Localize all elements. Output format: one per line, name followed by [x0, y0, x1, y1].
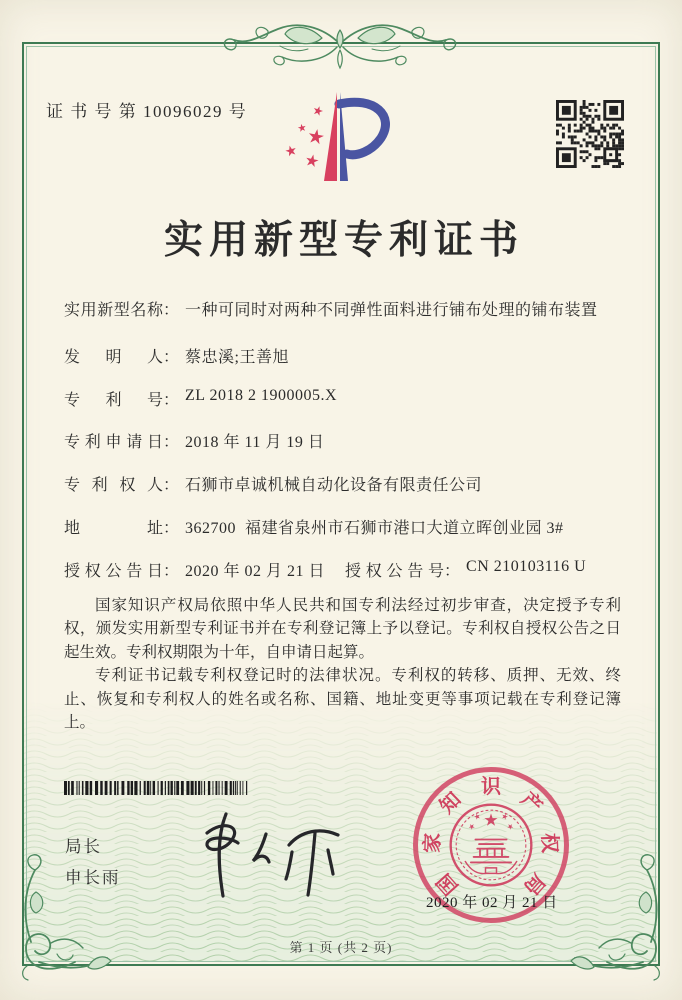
field-patentee: 专利权人： 石狮市卓诚机械自动化设备有限责任公司: [64, 472, 482, 495]
field-label: 地址: [64, 520, 163, 537]
signature-shen-changyu: [186, 802, 364, 906]
field-utility-model-name: 实用新型名称： 一种可同时对两种不同弹性面料进行铺布处理的铺布装置: [64, 297, 598, 320]
logo-stars: [284, 105, 324, 168]
officer-name: 申长雨: [65, 868, 121, 887]
field-label: 授权公告日: [64, 563, 163, 580]
seal-date: 2020 年 02 月 21 日: [426, 895, 558, 911]
field-label: 专利申请日: [64, 434, 163, 451]
cnipa-logo-icon: [279, 84, 401, 186]
field-value: 蔡忠溪;王善旭: [185, 349, 289, 366]
field-grant-date: 授权公告日： 2020 年 02 月 21 日: [64, 558, 325, 575]
field-value: CN 210103116 U: [466, 558, 587, 575]
national-emblem-icon: [447, 801, 535, 889]
field-filing-date: 专利申请日： 2018 年 11 月 19 日: [64, 429, 324, 452]
legal-body-text: [64, 594, 621, 734]
field-label: 发明人: [64, 349, 163, 366]
logo-p-bowl: [339, 102, 385, 155]
field-patent-number: 专利号： ZL 2018 2 1900005.X: [64, 387, 338, 409]
field-inventor: 发明人： 蔡忠溪;王善旭: [64, 344, 289, 367]
seal-char: 权: [538, 832, 561, 854]
seal-char: 知: [435, 788, 466, 818]
top-scroll-ornament: [222, 16, 458, 76]
legal-paragraph-grant: 国家知识产权局依照中华人民共和国专利法经过初步审查，决定授予专利权，颁发实用新型专利证书并在专利登记簿上予以登记。专利权自授权公告之日起生效。专利权期限为十年，自申请日起算。: [64, 597, 621, 661]
field-label: 授权公告号: [345, 563, 444, 580]
seal-char: 识: [481, 775, 501, 798]
field-grant-number: 授权公告号： CN 210103116 U: [345, 558, 587, 580]
field-value: ZL 2018 2 1900005.X: [185, 387, 338, 404]
field-label: 实用新型名称: [64, 302, 163, 319]
field-value: 石狮市卓诚机械自动化设备有限责任公司: [185, 477, 483, 494]
field-label: 专利权人: [64, 477, 163, 494]
field-value: 一种可同时对两种不同弹性面料进行铺布处理的铺布装置: [185, 302, 598, 319]
seal-char: 局: [519, 869, 550, 899]
field-address: 地址： 362700 福建省泉州市石狮市港口大道立晖创业园 3#: [64, 515, 564, 538]
page-number: 第 1 页 (共 2 页): [289, 940, 393, 955]
qr-code: [556, 100, 624, 168]
field-value: 2018 年 11 月 19 日: [185, 434, 325, 451]
field-value: 2020 年 02 月 21 日: [185, 563, 326, 580]
seal-char: 国: [432, 869, 463, 899]
legal-paragraph-register: 专利证书记载专利权登记时的法律状况。专利权的转移、质押、无效、终止、恢复和专利权人的姓名或名称、国籍、地址变更等事项记载在专利登记簿上。: [64, 667, 621, 732]
field-value: 362700 福建省泉州市石狮市港口大道立晖创业园 3#: [185, 520, 564, 537]
certificate-number: 证 书 号 第 10096029 号: [46, 102, 248, 121]
corner-flourish-bottom-right: [567, 846, 677, 984]
field-grant-row: [64, 558, 621, 581]
certificate-title: 实用新型专利证书: [163, 219, 524, 262]
seal-char: 家: [421, 832, 444, 854]
officer-title: 局长: [65, 837, 102, 856]
field-label: 专利号: [64, 392, 163, 409]
barcode: [64, 781, 250, 795]
seal-char: 产: [516, 788, 547, 818]
